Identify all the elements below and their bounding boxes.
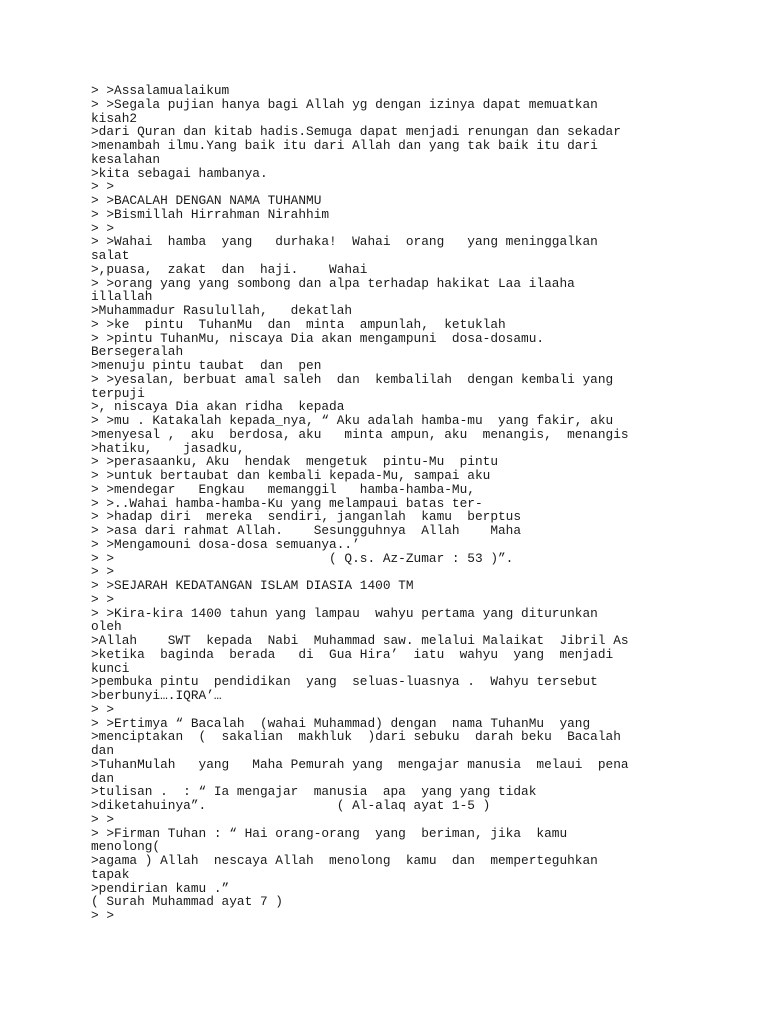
text-line: >tulisan . : “ Ia mengajar manusia apa yang yang tidak bbox=[91, 784, 537, 800]
text-line: > > bbox=[91, 811, 115, 827]
text-line: >menciptakan ( sakalian makhluk )dari sebuku darah beku Bacalah bbox=[91, 729, 621, 745]
text-line: >berbunyi….IQRA’… bbox=[91, 688, 222, 703]
text-line: >agama ) Allah nescaya Allah menolong kamu dan memperteguhkan bbox=[91, 853, 598, 868]
text-line: dan bbox=[91, 743, 115, 758]
text-line: >TuhanMulah yang Maha Pemurah yang mengajar manusia melaui pena bbox=[91, 756, 629, 772]
text-line: > >pintu TuhanMu, niscaya Dia akan mengampuni dosa-dosamu. bbox=[91, 330, 545, 346]
text-line: > >BACALAH DENGAN NAMA TUHANMU bbox=[91, 193, 322, 208]
text-line: >Allah SWT kepada Nabi Muhammad saw. melalui Malaikat Jibril As bbox=[91, 633, 629, 648]
text-line: >dari Quran dan kitab hadis.Semuga dapat menjadi renungan dan sekadar bbox=[91, 124, 621, 140]
text-line: terpuji bbox=[91, 385, 145, 401]
text-line: oleh bbox=[91, 619, 122, 635]
text-line: > >yesalan, berbuat amal saleh dan kembalilah dengan kembali yang bbox=[91, 371, 614, 387]
text-line: > >Wahai hamba yang durhaka! Wahai orang yang meninggalkan bbox=[91, 234, 598, 250]
text-line: > >hadap diri mereka sendiri, janganlah kamu berptus bbox=[91, 509, 522, 525]
text-line: ( Surah Muhammad ayat 7 ) bbox=[91, 894, 283, 910]
text-line: > > bbox=[91, 179, 115, 195]
text-line: > > bbox=[91, 908, 115, 923]
text-line: >menambah ilmu.Yang baik itu dari Allah dan yang tak baik itu dari bbox=[91, 138, 598, 153]
text-line: > >mu . Katakalah kepada_nya, “ Aku adalah hamba-mu yang fakir, aku bbox=[91, 413, 614, 428]
text-line: > >Segala pujian hanya bagi Allah yg dengan izinya dapat memuatkan bbox=[91, 96, 598, 112]
text-line: > > ( Q.s. Az-Zumar : 53 )”. bbox=[91, 550, 514, 566]
text-line: dan bbox=[91, 770, 115, 786]
text-line: kunci bbox=[91, 660, 130, 676]
text-line: > >..Wahai hamba-hamba-Ku yang melampaui batas ter- bbox=[91, 495, 483, 511]
text-line: > >Ertimya “ Bacalah (wahai Muhammad) dengan nama TuhanMu yang bbox=[91, 715, 591, 731]
text-line: >pembuka pintu pendidikan yang seluas-luasnya . Wahyu tersebut bbox=[91, 674, 598, 690]
text-line: >kita sebagai hambanya. bbox=[91, 165, 268, 181]
text-line: > >Assalamualaikum bbox=[91, 83, 230, 98]
text-line: >, niscaya Dia akan ridha kepada bbox=[91, 399, 345, 415]
text-line: salat bbox=[91, 248, 130, 263]
text-line: > >perasaanku, Aku hendak mengetuk pintu-Mu pintu bbox=[91, 454, 499, 470]
text-line: > >Kira-kira 1400 tahun yang lampau wahyu pertama yang diturunkan bbox=[91, 605, 598, 621]
text-line: > >orang yang yang sombong dan alpa terhadap hakikat Laa ilaaha bbox=[91, 275, 575, 291]
text-line: > > bbox=[91, 564, 115, 580]
text-line: illallah bbox=[91, 289, 153, 305]
text-line: > >Mengamouni dosa-dosa semuanya..’ bbox=[91, 536, 360, 552]
text-line: > >Firman Tuhan : “ Hai orang-orang yang beriman, jika kamu bbox=[91, 825, 568, 841]
text-line: >,puasa, zakat dan haji. Wahai bbox=[91, 261, 368, 277]
text-line: > > bbox=[91, 220, 115, 236]
text-line: >menyesal , aku berdosa, aku minta ampun, aku menangis, menangis bbox=[91, 426, 629, 442]
text-line: > >mendegar Engkau memanggil hamba-hamba-Mu, bbox=[91, 481, 475, 497]
text-line: kesalahan bbox=[91, 151, 161, 167]
text-line: >pendirian kamu .” bbox=[91, 880, 230, 896]
text-line: > >untuk bertaubat dan kembali kepada-Mu, sampai aku bbox=[91, 468, 491, 483]
text-line: >Muhammadur Rasulullah, dekatlah bbox=[91, 303, 353, 318]
text-line: > > bbox=[91, 591, 115, 607]
text-line: > > bbox=[91, 701, 115, 717]
text-line: > >SEJARAH KEDATANGAN ISLAM DIASIA 1400 TM bbox=[91, 578, 414, 593]
text-line: >diketahuinya”. ( Al-alaq ayat 1-5 ) bbox=[91, 798, 491, 813]
text-line: menolong( bbox=[91, 839, 161, 855]
text-line: >hatiku, jasadku, bbox=[91, 440, 245, 456]
text-line: kisah2 bbox=[91, 110, 138, 126]
document-body bbox=[91, 84, 751, 923]
text-line: > >ke pintu TuhanMu dan minta ampunlah, ketuklah bbox=[91, 316, 506, 332]
text-line: > >asa dari rahmat Allah. Sesungguhnya Allah Maha bbox=[91, 523, 522, 538]
text-line: > >Bismillah Hirrahman Nirahhim bbox=[91, 206, 330, 222]
text-line: >ketika baginda berada di Gua Hira’ iatu wahyu yang menjadi bbox=[91, 646, 614, 662]
text-line: Bersegeralah bbox=[91, 344, 184, 360]
text-line: >menuju pintu taubat dan pen bbox=[91, 358, 322, 373]
text-line: tapak bbox=[91, 866, 130, 882]
